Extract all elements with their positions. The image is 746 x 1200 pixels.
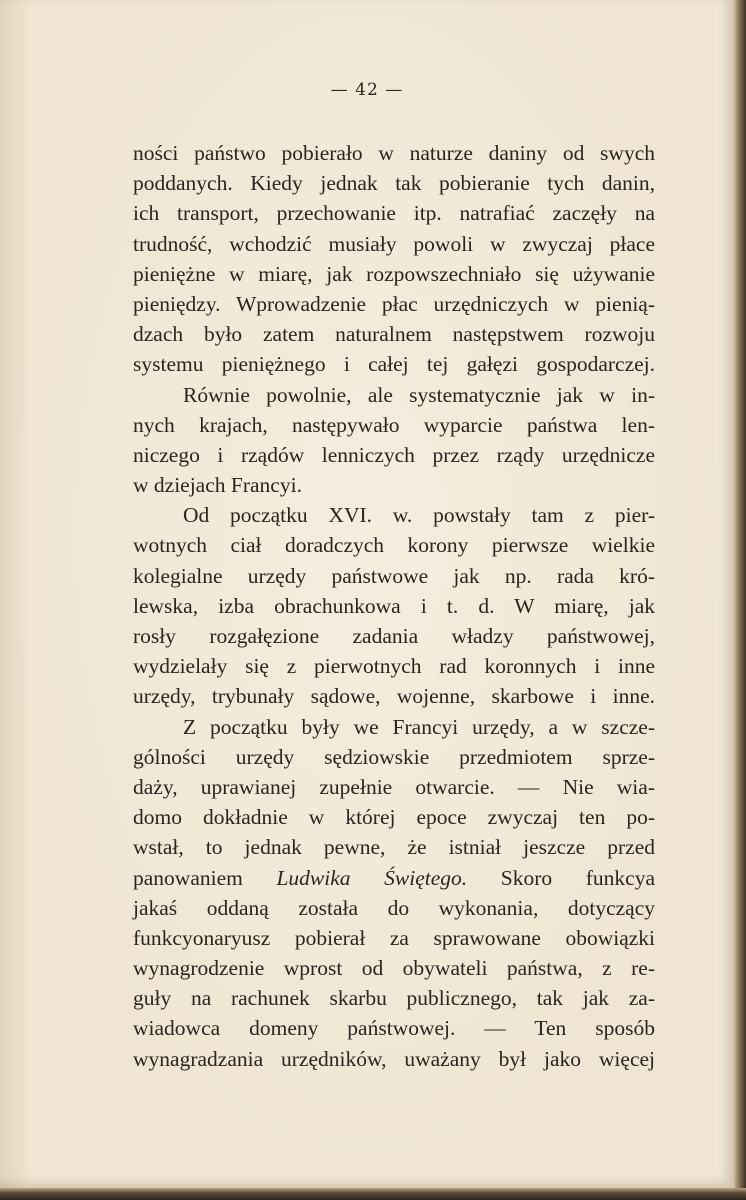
text-segment: Skoro funkcya (467, 865, 655, 890)
text-line: niczego i rządów lenniczych przez rządy urzędnicze (133, 442, 655, 467)
text-line: wotnych ciał doradczych korony pierwsze wielkie (133, 533, 655, 558)
text-line: kolegialne urzędy państwowe jak np. rada kró- (133, 563, 655, 588)
text-line: urzędy, trybunały sądowe, wojenne, skarbowe i inne. (133, 684, 655, 709)
text-line: trudność, wchodzić musiały powoli w zwyczaj płace (133, 231, 655, 256)
text-line: wstał, to jednak pewne, że istniał jeszcze przed (133, 835, 655, 860)
text-line: daży, uprawianej zupełnie otwarcie. — Nie wia- (133, 774, 655, 799)
text-line: dzach było zatem naturalnem następstwem rozwoju (133, 322, 655, 347)
text-line: gólności urzędy sędziowskie przedmiotem sprze- (133, 744, 655, 769)
body-text (133, 138, 655, 1074)
text-line: funkcyonaryusz pobierał za sprawowane obowiązki (133, 925, 655, 950)
text-line: guły na rachunek skarbu publicznego, tak jak za- (133, 986, 655, 1011)
text-line: nych krajach, następywało wyparcie państwa len- (133, 412, 655, 437)
text-line: wynagrodzenie wprost od obywateli państwa, z re- (133, 956, 655, 981)
text-line: w dziejach Francyi. (133, 473, 302, 498)
text-line: rosły rozgałęzione zadania władzy państwowej, (133, 624, 655, 648)
text-segment: panowaniem (133, 865, 277, 890)
page-number: — 42 — (330, 80, 404, 100)
text-line: domo dokładnie w której epoce zwyczaj ten po- (133, 805, 655, 830)
text-line: Z początku były we Francyi urzędy, a w szcze- (183, 714, 655, 739)
text-line: poddanych. Kiedy jednak tak pobieranie tych danin, (133, 171, 655, 196)
text-line: pieniężne w miarę, jak rozpowszechniało się używanie (133, 261, 655, 286)
text-line: lewska, izba obrachunkowa i t. d. W miarę, jak (133, 593, 655, 618)
text-line: Równie powolnie, ale systematycznie jak w in- (183, 382, 655, 407)
text-line: wynagradzania urzędników, uważany był jako więcej (133, 1046, 655, 1071)
text-line: Od początku XVI. w. powstały tam z pier- (183, 503, 655, 528)
text-line: ności państwo pobierało w naturze daniny od swych (133, 141, 655, 165)
text-line (133, 863, 655, 893)
page-edge-bottom (0, 1188, 746, 1200)
page-edge-right (734, 0, 746, 1200)
text-line: ich transport, przechowanie itp. natrafiać zaczęły na (133, 201, 655, 226)
text-line: pieniędzy. Wprowadzenie płac urzędniczych w pienią- (133, 291, 655, 316)
text-line: systemu pieniężnego i całej tej gałęzi gospodarczej. (133, 352, 655, 377)
text-line: wydzielały się z pierwotnych rad koronnych i inne (133, 654, 655, 679)
italic-name: Ludwika Świętego. (276, 865, 468, 890)
text-line: wiadowca domeny państwowej. — Ten sposób (133, 1016, 655, 1041)
text-line: jakaś oddaną została do wykonania, dotyczący (133, 895, 655, 920)
